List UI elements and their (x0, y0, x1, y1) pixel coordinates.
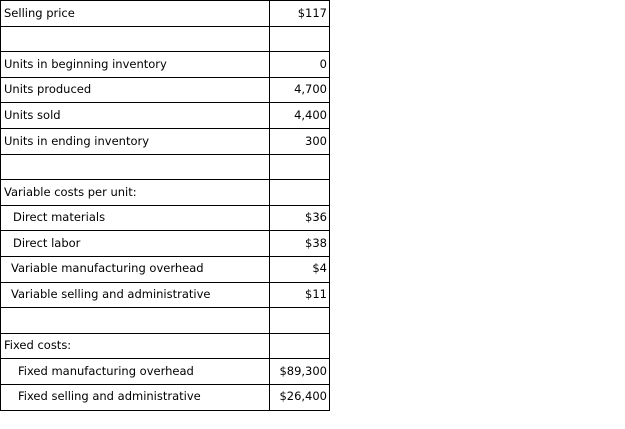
row-value-cell[interactable]: $26,400 (270, 384, 330, 410)
row-label-cell[interactable] (1, 154, 270, 180)
row-value-cell[interactable]: $117 (270, 1, 330, 27)
row-label-cell[interactable]: Direct materials (1, 205, 270, 231)
row-value-cell[interactable]: 4,400 (270, 103, 330, 129)
table-row (1, 231, 330, 257)
row-value-cell[interactable]: $4 (270, 256, 330, 282)
row-label-cell[interactable]: Units in beginning inventory (1, 52, 270, 78)
table-row (1, 282, 330, 308)
table-row (1, 384, 330, 410)
table-row (1, 103, 330, 129)
row-value-cell[interactable]: $11 (270, 282, 330, 308)
table-row (1, 128, 330, 154)
row-label-cell[interactable] (1, 26, 270, 52)
table-row (1, 359, 330, 385)
row-label-cell[interactable]: Variable costs per unit: (1, 180, 270, 206)
row-value-cell[interactable] (270, 180, 330, 206)
row-value-cell[interactable]: 4,700 (270, 77, 330, 103)
table-row (1, 52, 330, 78)
row-value-cell[interactable]: $89,300 (270, 359, 330, 385)
row-label-cell[interactable]: Variable selling and administrative (1, 282, 270, 308)
row-value-cell[interactable] (270, 308, 330, 334)
row-label-cell[interactable]: Fixed manufacturing overhead (1, 359, 270, 385)
row-label-cell[interactable]: Fixed selling and administrative (1, 384, 270, 410)
row-value-cell[interactable]: $36 (270, 205, 330, 231)
table-row (1, 26, 330, 52)
row-label-cell[interactable]: Units produced (1, 77, 270, 103)
row-label-cell[interactable]: Units in ending inventory (1, 128, 270, 154)
table-body (1, 1, 330, 411)
table-row (1, 256, 330, 282)
table-row (1, 333, 330, 359)
row-value-cell[interactable] (270, 154, 330, 180)
table-row (1, 308, 330, 334)
table-row (1, 1, 330, 27)
row-label-cell[interactable]: Variable manufacturing overhead (1, 256, 270, 282)
row-label-cell[interactable]: Selling price (1, 1, 270, 27)
row-value-cell[interactable] (270, 333, 330, 359)
table-row (1, 205, 330, 231)
table-row (1, 180, 330, 206)
row-value-cell[interactable]: $38 (270, 231, 330, 257)
row-label-cell[interactable]: Fixed costs: (1, 333, 270, 359)
row-value-cell[interactable]: 0 (270, 52, 330, 78)
table-row (1, 77, 330, 103)
row-label-cell[interactable] (1, 308, 270, 334)
row-value-cell[interactable] (270, 26, 330, 52)
row-label-cell[interactable]: Units sold (1, 103, 270, 129)
table-row (1, 154, 330, 180)
row-value-cell[interactable]: 300 (270, 128, 330, 154)
row-label-cell[interactable]: Direct labor (1, 231, 270, 257)
